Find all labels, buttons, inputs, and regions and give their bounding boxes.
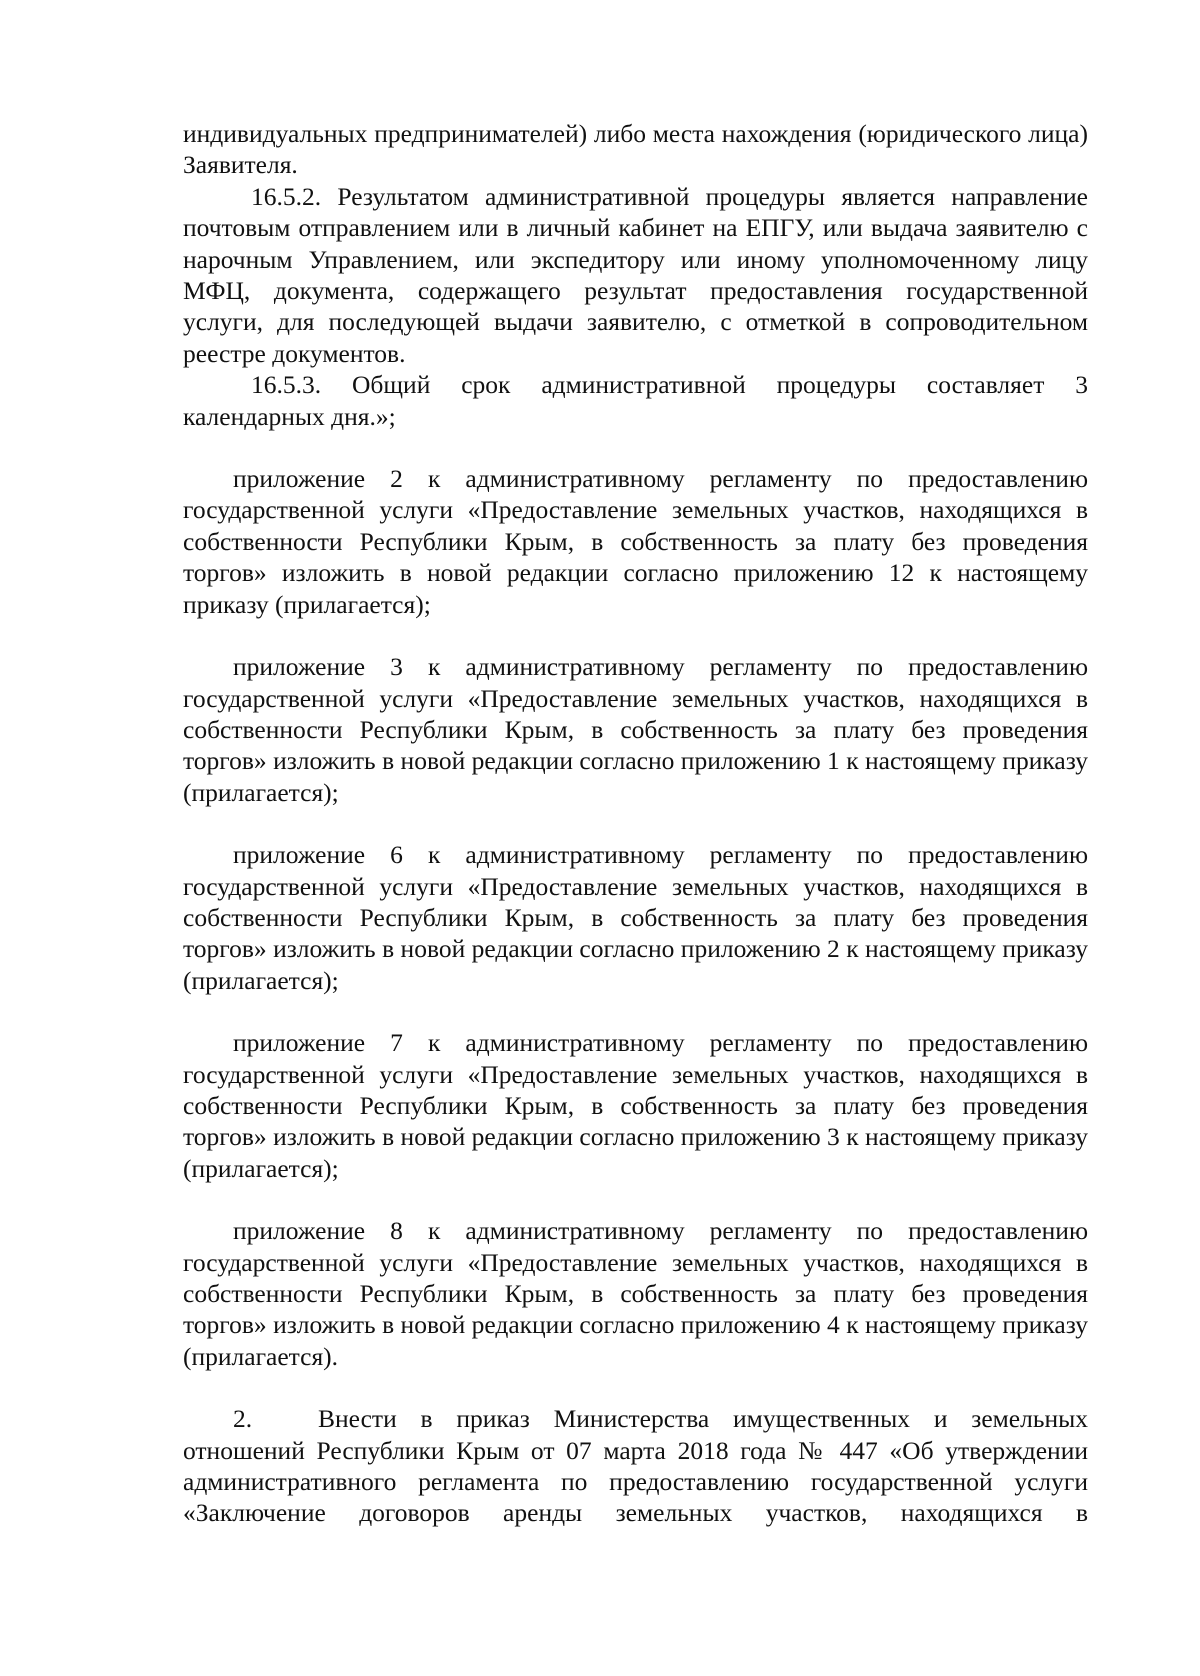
paragraph-appendix-3: приложение 3 к административному регламенту по предоставлению государственной услуги «Предоставление земельных участков, находящихся в собственности Республики Крым, в собственность за плату без проведения торгов» изложить в новой редакции согласно приложению 1 к настоящему приказу (прилагается); <box>183 652 1088 807</box>
document-body <box>183 118 1088 1529</box>
paragraph-item-2 <box>183 1403 1088 1529</box>
paragraph-appendix-8: приложение 8 к административному регламенту по предоставлению государственной услуги «Предоставление земельных участков, находящихся в собственности Республики Крым, в собственность за плату без проведения торгов» изложить в новой редакции согласно приложению 4 к настоящему приказу (прилагается). <box>183 1216 1088 1371</box>
paragraph-appendix-2: приложение 2 к административному регламенту по предоставлению государственной услуги «Предоставление земельных участков, находящихся в собственности Республики Крым, в собственность за плату без проведения торгов» изложить в новой редакции согласно приложению 12 к настоящему приказу (прилагается); <box>183 464 1088 619</box>
paragraph-16-5-3: 16.5.3. Общий срок административной процедуры составляет 3 календарных дня.»; <box>183 370 1088 431</box>
item-2-text: Внести в приказ Министерства имущественных и земельных отношений Республики Крым от 07 марта 2018 года № 447 «Об утверждении административного регламента по предоставлению государственной услуги «Заключение договоров аренды земельных участков, находящихся в <box>183 1404 1088 1528</box>
paragraph-16-5-2: 16.5.2. Результатом административной процедуры является направление почтовым отправлением или в личный кабинет на ЕПГУ, или выдача заявителю с нарочным Управлением, или экспедитору или иному уполномоченному лицу МФЦ, документа, содержащего результат предоставления государственной услуги, для последующей выдачи заявителю, с отметкой в сопроводительном реестре документов. <box>183 181 1088 368</box>
paragraph-appendix-7: приложение 7 к административному регламенту по предоставлению государственной услуги «Предоставление земельных участков, находящихся в собственности Республики Крым, в собственность за плату без проведения торгов» изложить в новой редакции согласно приложению 3 к настоящему приказу (прилагается); <box>183 1028 1088 1183</box>
paragraph-continuation: индивидуальных предпринимателей) либо места нахождения (юридического лица) Заявителя. <box>183 119 1088 180</box>
paragraph-appendix-6: приложение 6 к административному регламенту по предоставлению государственной услуги «Предоставление земельных участков, находящихся в собственности Республики Крым, в собственность за плату без проведения торгов» изложить в новой редакции согласно приложению 2 к настоящему приказу (прилагается); <box>183 840 1088 995</box>
item-number: 2. <box>233 1404 253 1434</box>
